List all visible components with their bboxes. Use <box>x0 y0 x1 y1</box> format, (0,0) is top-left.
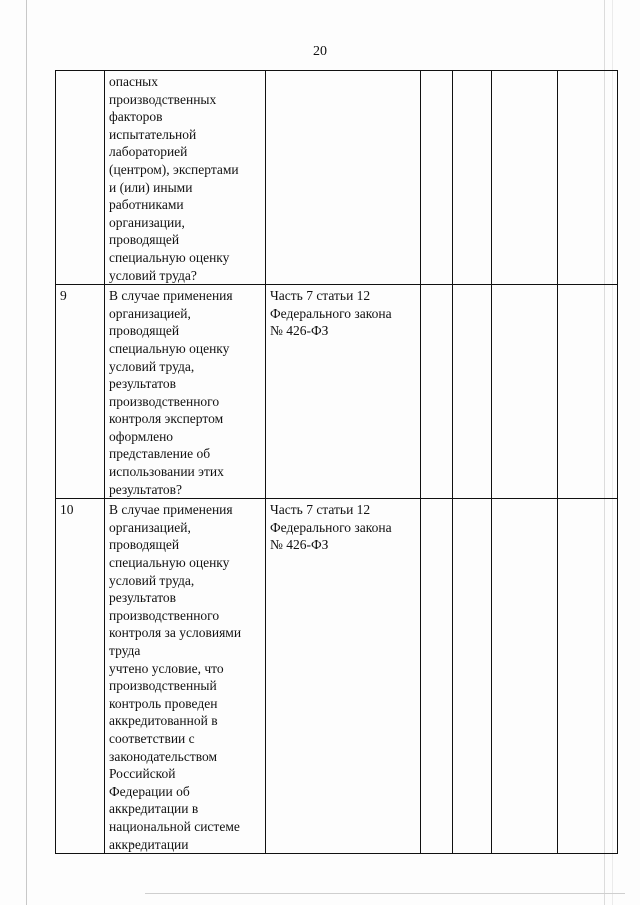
answer-no-cell <box>453 285 492 499</box>
scan-left-edge <box>26 0 27 905</box>
row-number-cell <box>56 71 105 285</box>
row-number-cell: 9 <box>56 285 105 499</box>
question-cell: опасных производственных факторов испытательной лабораторией (центром), экспертами и (или) иными работниками организации, проводящей специальную оценку условий труда? <box>105 71 266 285</box>
note-cell <box>558 285 618 499</box>
answer-yes-cell <box>421 285 453 499</box>
answer-na-cell <box>492 499 558 854</box>
table-row-continued <box>56 71 618 285</box>
scan-bottom-edge <box>145 893 625 894</box>
answer-no-cell <box>453 71 492 285</box>
answer-yes-cell <box>421 71 453 285</box>
note-cell <box>558 499 618 854</box>
answer-na-cell <box>492 71 558 285</box>
reference-cell: Часть 7 статьи 12 Федерального закона № 426-ФЗ <box>266 499 421 854</box>
checklist-table <box>55 70 618 854</box>
row-number-cell: 10 <box>56 499 105 854</box>
reference-cell: Часть 7 статьи 12 Федерального закона № 426-ФЗ <box>266 285 421 499</box>
answer-na-cell <box>492 285 558 499</box>
question-cell: В случае применения организацией, проводящей специальную оценку условий труда, результатов производственного контроля экспертом оформлено представление об использовании этих результатов? <box>105 285 266 499</box>
note-cell <box>558 71 618 285</box>
table-row-10 <box>56 499 618 854</box>
reference-cell <box>266 71 421 285</box>
question-cell: В случае применения организацией, проводящей специальную оценку условий труда, результатов производственного контроля за условиями труда учтено условие, что производственный контроль проведен аккредитованной в соответствии с законодательством Российской Федерации об аккредитации в национальной системе аккредитации <box>105 499 266 854</box>
answer-yes-cell <box>421 499 453 854</box>
answer-no-cell <box>453 499 492 854</box>
table-row-9 <box>56 285 618 499</box>
page-number: 20 <box>313 44 327 59</box>
